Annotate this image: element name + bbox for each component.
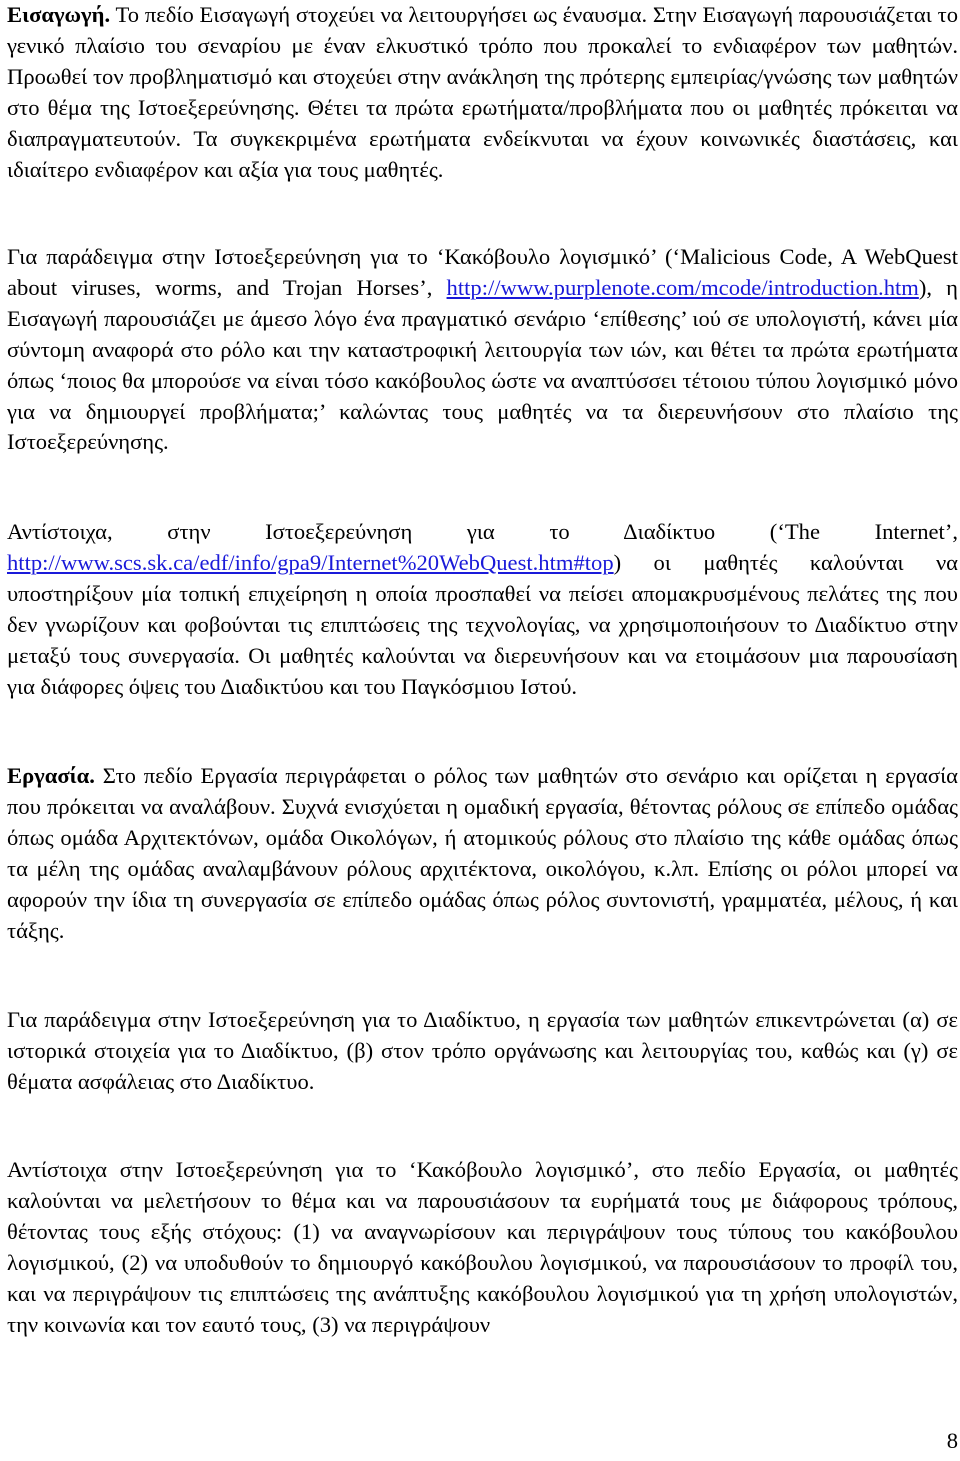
scs-webquest-link[interactable]: http://www.scs.sk.ca/edf/info/gpa9/Internet%20WebQuest.htm#top (7, 549, 614, 575)
heading-task: Εργασία. (7, 763, 95, 788)
paragraph-introduction (7, 0, 958, 185)
task-text: Στο πεδίο Εργασία περιγράφεται ο ρόλος των μαθητών στο σενάριο και ορίζεται η εργασία που πρόκειται να αναλάβουν. Συχνά ενισχύεται η ομαδική εργασία, θέτοντας ρόλους σε επίπεδο ομάδας όπως ομάδα Αρχιτεκτόνων, ομάδα Οικολόγων, ή ατομικούς ρόλους στο πλαίσιο της κάθε ομάδας όπως τα μέλη της ομάδας αναλαμβάνουν ρόλους αρχιτέκτονα, οικολόγου, κ.λπ. Επίσης οι ρόλοι μπορεί να αφορούν την ίδια τη συνεργασία σε επίπεδο ομάδας όπως ρόλος συντονιστή, γραμματέα, μέλους, ή και τάξης. (7, 763, 958, 943)
internet-example-text-before: Αντίστοιχα, στην Ιστοεξερεύνηση για το Διαδίκτυο (‘The Internet’, (7, 519, 958, 544)
paragraph-task (7, 761, 958, 946)
paragraph-task-internet: Για παράδειγμα στην Ιστοεξερεύνηση για το Διαδίκτυο, η εργασία των μαθητών επικεντρώνεται (α) σε ιστορικά στοιχεία για το Διαδίκτυο, (β) στον τρόπο οργάνωσης και λειτουργίας του, καθώς και (γ) σε θέματα ασφάλειας στο Διαδίκτυο. (7, 1007, 958, 1094)
paragraph-malicious-example (7, 242, 958, 458)
internet-example-text-after: ) οι μαθητές καλούνται να υποστηρίξουν μία τοπική επιχείρηση η οποία προσπαθεί να πείσει απομακρυσμένους πελάτες της που δεν γνωρίζουν και φοβούνται τις επιπτώσεις της τεχνολογίας, να χρησιμοποιήσουν το Διαδίκτυο στην μεταξύ τους συνεργασία. Οι μαθητές καλούνται να διερευνήσουν και να ετοιμάσουν μια παρουσίαση για διάφορες όψεις του Διαδικτύου και του Παγκόσμιου Ιστού. (7, 549, 958, 699)
malicious-example-text-before: Για παράδειγμα στην Ιστοεξερεύνηση για το ‘Κακόβουλο λογισμικό’ (‘Malicious Code, A WebQuest about viruses, worms, and Trojan Horses’, (7, 244, 958, 300)
purplenote-link[interactable]: http://www.purplenote.com/mcode/introduction.htm (446, 274, 919, 300)
malicious-example-text-after: ), η Εισαγωγή παρουσιάζει με άμεσο λόγο ένα πραγματικό σενάριο ‘επίθεσης’ ιού σε υπολογιστή, κάνει μία σύντομη αναφορά στο ρόλο και την καταστροφική λειτουργία των ιών, και θέτει τα πρώτα ερωτήματα όπως ‘ποιος θα μπορούσε να είναι τόσο κακόβουλος ώστε να αναπτύσσει τέτοιου τύπου λογισμικό μόνο για να δημιουργεί προβλήματα;’ καλώντας τους μαθητές να τα διερευνήσουν στο πλαίσιο της Ιστοεξερεύνησης. (7, 274, 958, 455)
heading-introduction: Εισαγωγή. (7, 2, 111, 27)
paragraph-task-malicious: Αντίστοιχα στην Ιστοεξερεύνηση για το ‘Κακόβουλο λογισμικό’, στο πεδίο Εργασία, οι μαθητές καλούνται να μελετήσουν το θέμα και να παρουσιάσουν τα ευρήματά τους με διάφορους τρόπους, θέτοντας τους εξής στόχους: (1) να αναγνωρίσουν και περιγράψουν τους τύπους του κακόβουλου λογισμικού, (2) να υποδυθούν το δημιουργό κακόβουλου λογισμικού, να παρουσιάσουν το προφίλ του, και να περιγράψουν τις επιπτώσεις της ανάπτυξης κακόβουλου λογισμικού για τη χρήση υπολογιστών, την κοινωνία και τον εαυτό τους, (3) να περιγράψουν (7, 1157, 958, 1337)
introduction-text: Το πεδίο Εισαγωγή στοχεύει να λειτουργήσει ως έναυσμα. Στην Εισαγωγή παρουσιάζεται το γενικό πλαίσιο του σεναρίου με έναν ελκυστικό τρόπο που προκαλεί το ενδιαφέρον των μαθητών. Προωθεί τον προβληματισμό και στοχεύει στην ανάκληση της πρότερης εμπειρίας/γνώσης των μαθητών στο θέμα της Ιστοεξερεύνησης. Θέτει τα πρώτα ερωτήματα/προβλήματα που οι μαθητές πρόκειται να διαπραγματευτούν. Τα συγκεκριμένα ερωτήματα ενδείκνυται να έχουν κοινωνικές διαστάσεις, και ιδιαίτερο ενδιαφέρον και αξία για τους μαθητές. (7, 2, 958, 182)
page-number: 8 (946, 1428, 958, 1453)
paragraph-internet-example (7, 517, 958, 702)
